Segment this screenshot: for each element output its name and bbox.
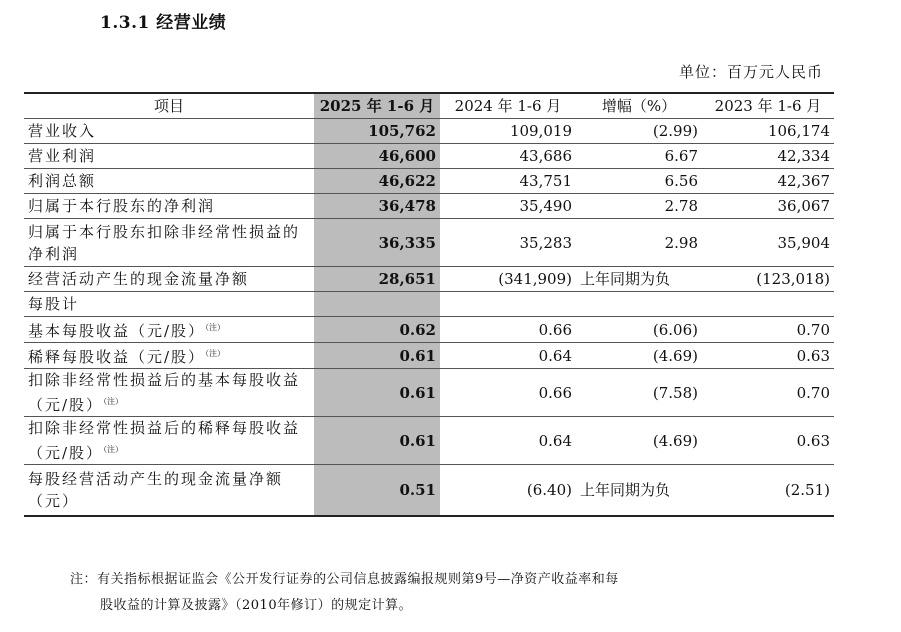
row-item-label: 营业收入 xyxy=(24,119,314,144)
cell-2023 xyxy=(702,292,834,317)
cell-2025: 36,478 xyxy=(314,194,440,219)
cell-growth: 上年同期为负 xyxy=(576,465,702,517)
cell-2023: 42,334 xyxy=(702,144,834,169)
row-item-label: 扣除非经常性损益后的稀释每股收益（元/股）$^{(注)}$ xyxy=(24,417,314,465)
cell-2024: 0.64 xyxy=(440,417,576,465)
note-mark: （注） xyxy=(205,349,226,358)
cell-2025: 0.51 xyxy=(314,465,440,517)
table-row xyxy=(24,292,834,317)
header-item: 项目 xyxy=(24,93,314,119)
header-2025: 2025 年 1-6 月 xyxy=(314,93,440,119)
cell-2023: 36,067 xyxy=(702,194,834,219)
row-item-label: 营业利润 xyxy=(24,144,314,169)
row-item-label: 归属于本行股东的净利润 xyxy=(24,194,314,219)
cell-growth: (2.99) xyxy=(576,119,702,144)
cell-2024: (6.40) xyxy=(440,465,576,517)
cell-2023: (2.51) xyxy=(702,465,834,517)
cell-growth: 2.78 xyxy=(576,194,702,219)
cell-2023: 35,904 xyxy=(702,219,834,267)
cell-2025: 46,622 xyxy=(314,169,440,194)
footnote-line-2: 股收益的计算及披露》（2010年修订）的规定计算。 xyxy=(100,598,413,613)
table-row xyxy=(24,194,834,219)
unit-label: 单位：百万元人民币 xyxy=(678,63,823,81)
note-mark: （注） xyxy=(205,323,226,332)
cell-2024: 0.66 xyxy=(440,317,576,343)
cell-2024: (341,909) xyxy=(440,267,576,292)
table-row xyxy=(24,343,834,369)
cell-2025: 0.61 xyxy=(314,417,440,465)
cell-growth: 2.98 xyxy=(576,219,702,267)
note-mark: （注） xyxy=(103,445,124,454)
cell-2023: 42,367 xyxy=(702,169,834,194)
cell-2024: 0.64 xyxy=(440,343,576,369)
cell-2025: 46,600 xyxy=(314,144,440,169)
row-item-label: 每股经营活动产生的现金流量净额（元） xyxy=(24,465,314,517)
row-item-label: 经营活动产生的现金流量净额 xyxy=(24,267,314,292)
cell-growth: (7.58) xyxy=(576,369,702,417)
cell-growth: (4.69) xyxy=(576,417,702,465)
cell-2023: 0.70 xyxy=(702,369,834,417)
cell-growth: (4.69) xyxy=(576,343,702,369)
cell-2024: 35,283 xyxy=(440,219,576,267)
cell-growth: 6.67 xyxy=(576,144,702,169)
table-body xyxy=(24,119,834,517)
cell-2024: 0.66 xyxy=(440,369,576,417)
cell-growth xyxy=(576,292,702,317)
cell-2024: 43,751 xyxy=(440,169,576,194)
table-row xyxy=(24,317,834,343)
note-mark: （注） xyxy=(103,397,124,406)
row-item-label: 基本每股收益（元/股）$^{(注)}$ xyxy=(24,317,314,343)
table-row xyxy=(24,169,834,194)
row-item-label: 归属于本行股东扣除非经常性损益的净利润 xyxy=(24,219,314,267)
performance-table xyxy=(24,92,834,517)
table-row xyxy=(24,267,834,292)
footnote xyxy=(70,567,830,619)
header-2023: 2023 年 1-6 月 xyxy=(702,93,834,119)
cell-2023: 0.63 xyxy=(702,343,834,369)
cell-2024: 35,490 xyxy=(440,194,576,219)
footnote-line-1: 注：有关指标根据证监会《公开发行证券的公司信息披露编报规则第9号—净资产收益率和每 xyxy=(70,572,619,587)
cell-2025: 0.62 xyxy=(314,317,440,343)
section-title: 1.3.1 经营业绩 xyxy=(100,13,227,33)
cell-2023: (123,018) xyxy=(702,267,834,292)
cell-2025: 0.61 xyxy=(314,369,440,417)
table-row xyxy=(24,369,834,417)
cell-2023: 0.70 xyxy=(702,317,834,343)
table-row xyxy=(24,465,834,517)
cell-2024 xyxy=(440,292,576,317)
cell-2025: 36,335 xyxy=(314,219,440,267)
cell-2025: 105,762 xyxy=(314,119,440,144)
row-item-label: 利润总额 xyxy=(24,169,314,194)
cell-2023: 106,174 xyxy=(702,119,834,144)
header-2024: 2024 年 1-6 月 xyxy=(440,93,576,119)
cell-2024: 109,019 xyxy=(440,119,576,144)
cell-growth: 上年同期为负 xyxy=(576,267,702,292)
cell-2025: 0.61 xyxy=(314,343,440,369)
cell-growth: (6.06) xyxy=(576,317,702,343)
row-item-label: 每股计 xyxy=(24,292,314,317)
row-item-label: 扣除非经常性损益后的基本每股收益（元/股）$^{(注)}$ xyxy=(24,369,314,417)
cell-growth: 6.56 xyxy=(576,169,702,194)
cell-2024: 43,686 xyxy=(440,144,576,169)
table-header-row xyxy=(24,93,834,119)
cell-2025: 28,651 xyxy=(314,267,440,292)
table-row xyxy=(24,119,834,144)
cell-2025 xyxy=(314,292,440,317)
table-row xyxy=(24,219,834,267)
header-growth: 增幅（%） xyxy=(576,93,702,119)
table-row xyxy=(24,417,834,465)
row-item-label: 稀释每股收益（元/股）$^{(注)}$ xyxy=(24,343,314,369)
cell-2023: 0.63 xyxy=(702,417,834,465)
table-row xyxy=(24,144,834,169)
